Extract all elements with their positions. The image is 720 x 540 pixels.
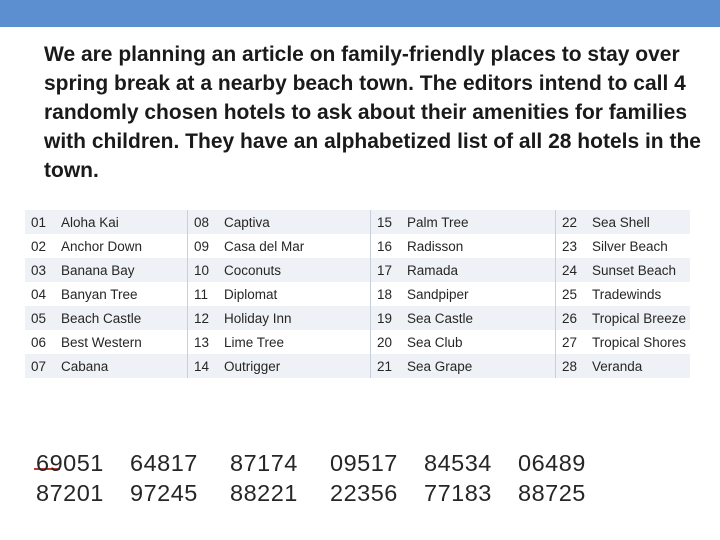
hotel-number: 15 <box>371 210 402 234</box>
digit-group: 09517 <box>330 450 398 476</box>
hotel-number: 19 <box>371 306 402 330</box>
hotel-name: Banana Bay <box>55 258 188 282</box>
table-row <box>25 354 690 378</box>
hotel-number: 01 <box>25 210 55 234</box>
hotel-name: Holiday Inn <box>218 306 371 330</box>
digit-group: 22356 <box>330 480 398 506</box>
hotel-number: 17 <box>371 258 402 282</box>
hotel-name: Tropical Breeze <box>586 306 690 330</box>
digit-group: 06489 <box>518 450 586 476</box>
hotel-number: 25 <box>562 286 578 302</box>
hotel-number: 24 <box>556 258 587 282</box>
intro-paragraph: We are planning an article on family-friendly places to stay over spring break at a nearby beach town. The editors intend to call 4 randomly chosen hotels to ask about their amenities for families with children. They have an alphabetized list of all 28 hotels in the town. <box>44 43 701 182</box>
hotel-name: Cabana <box>55 354 188 378</box>
table-row <box>25 330 690 354</box>
digit-group: 87174 <box>230 450 298 476</box>
hotel-name: Coconuts <box>218 258 371 282</box>
hotel-number: 05 <box>25 306 55 330</box>
digit-group: 88725 <box>518 480 586 506</box>
hotel-name: Tropical Shores <box>592 334 687 350</box>
hotel-number: 09 <box>194 238 210 254</box>
hotel-number: 14 <box>188 354 219 378</box>
hotel-number: 10 <box>188 258 219 282</box>
table-row <box>25 282 690 306</box>
hotel-name: Ramada <box>401 258 556 282</box>
hotel-name: Outrigger <box>218 354 371 378</box>
hotel-number: 23 <box>562 238 578 254</box>
hotel-name: Captiva <box>218 210 371 234</box>
hotel-name: Silver Beach <box>592 238 668 254</box>
digit-group: 77183 <box>424 480 492 506</box>
hotel-number: 03 <box>25 258 55 282</box>
hotel-number: 20 <box>377 334 393 350</box>
digit-group: 97245 <box>130 480 198 506</box>
hotel-number: 04 <box>31 286 47 302</box>
hotel-name: Sea Club <box>401 330 556 354</box>
hotel-name: Banyan Tree <box>55 282 188 306</box>
hotel-list-table <box>25 210 690 378</box>
digit-group: 64817 <box>130 450 198 476</box>
hotel-name: Sea Grape <box>401 354 556 378</box>
hotel-number: 26 <box>556 306 587 330</box>
hotel-name: Aloha Kai <box>55 210 188 234</box>
digits-row <box>32 480 632 510</box>
table-row <box>25 210 690 234</box>
hotel-name: Tradewinds <box>592 286 662 302</box>
hotel-name: Veranda <box>586 354 690 378</box>
hotel-number: 22 <box>556 210 587 234</box>
hotel-name: Sandpiper <box>401 282 556 306</box>
hotel-number: 11 <box>194 286 209 302</box>
random-digits-table <box>32 450 632 510</box>
hotel-name: Sunset Beach <box>586 258 690 282</box>
hotel-number: 16 <box>377 238 393 254</box>
hotel-name: Lime Tree <box>218 330 371 354</box>
hotel-number: 12 <box>188 306 219 330</box>
hotel-number: 13 <box>194 334 210 350</box>
hotel-name: Radisson <box>401 234 556 258</box>
hotel-name: Palm Tree <box>401 210 556 234</box>
hotel-name: Diplomat <box>218 282 371 306</box>
hotel-number: 21 <box>371 354 402 378</box>
hotel-number: 08 <box>188 210 219 234</box>
hotel-number: 06 <box>31 334 47 350</box>
hotel-name: Beach Castle <box>55 306 188 330</box>
hotel-name: Anchor Down <box>55 234 188 258</box>
table-row <box>25 234 690 258</box>
hotel-name: Sea Shell <box>586 210 690 234</box>
top-accent-bar <box>0 0 720 27</box>
table-row <box>25 258 690 282</box>
hotel-number: 28 <box>556 354 587 378</box>
hotel-number: 07 <box>25 354 55 378</box>
digit-group: 84534 <box>424 450 492 476</box>
hotel-number: 18 <box>377 286 393 302</box>
digits-row <box>32 450 632 480</box>
hotel-name: Sea Castle <box>401 306 556 330</box>
digit-group: 88221 <box>230 480 298 506</box>
digit-group: 69051 <box>36 450 104 476</box>
hotel-name: Best Western <box>55 330 188 354</box>
table-row <box>25 306 690 330</box>
hotel-name: Casa del Mar <box>218 234 371 258</box>
digit-group: 87201 <box>36 480 104 506</box>
hotel-number: 02 <box>31 238 47 254</box>
hotel-number: 27 <box>562 334 578 350</box>
